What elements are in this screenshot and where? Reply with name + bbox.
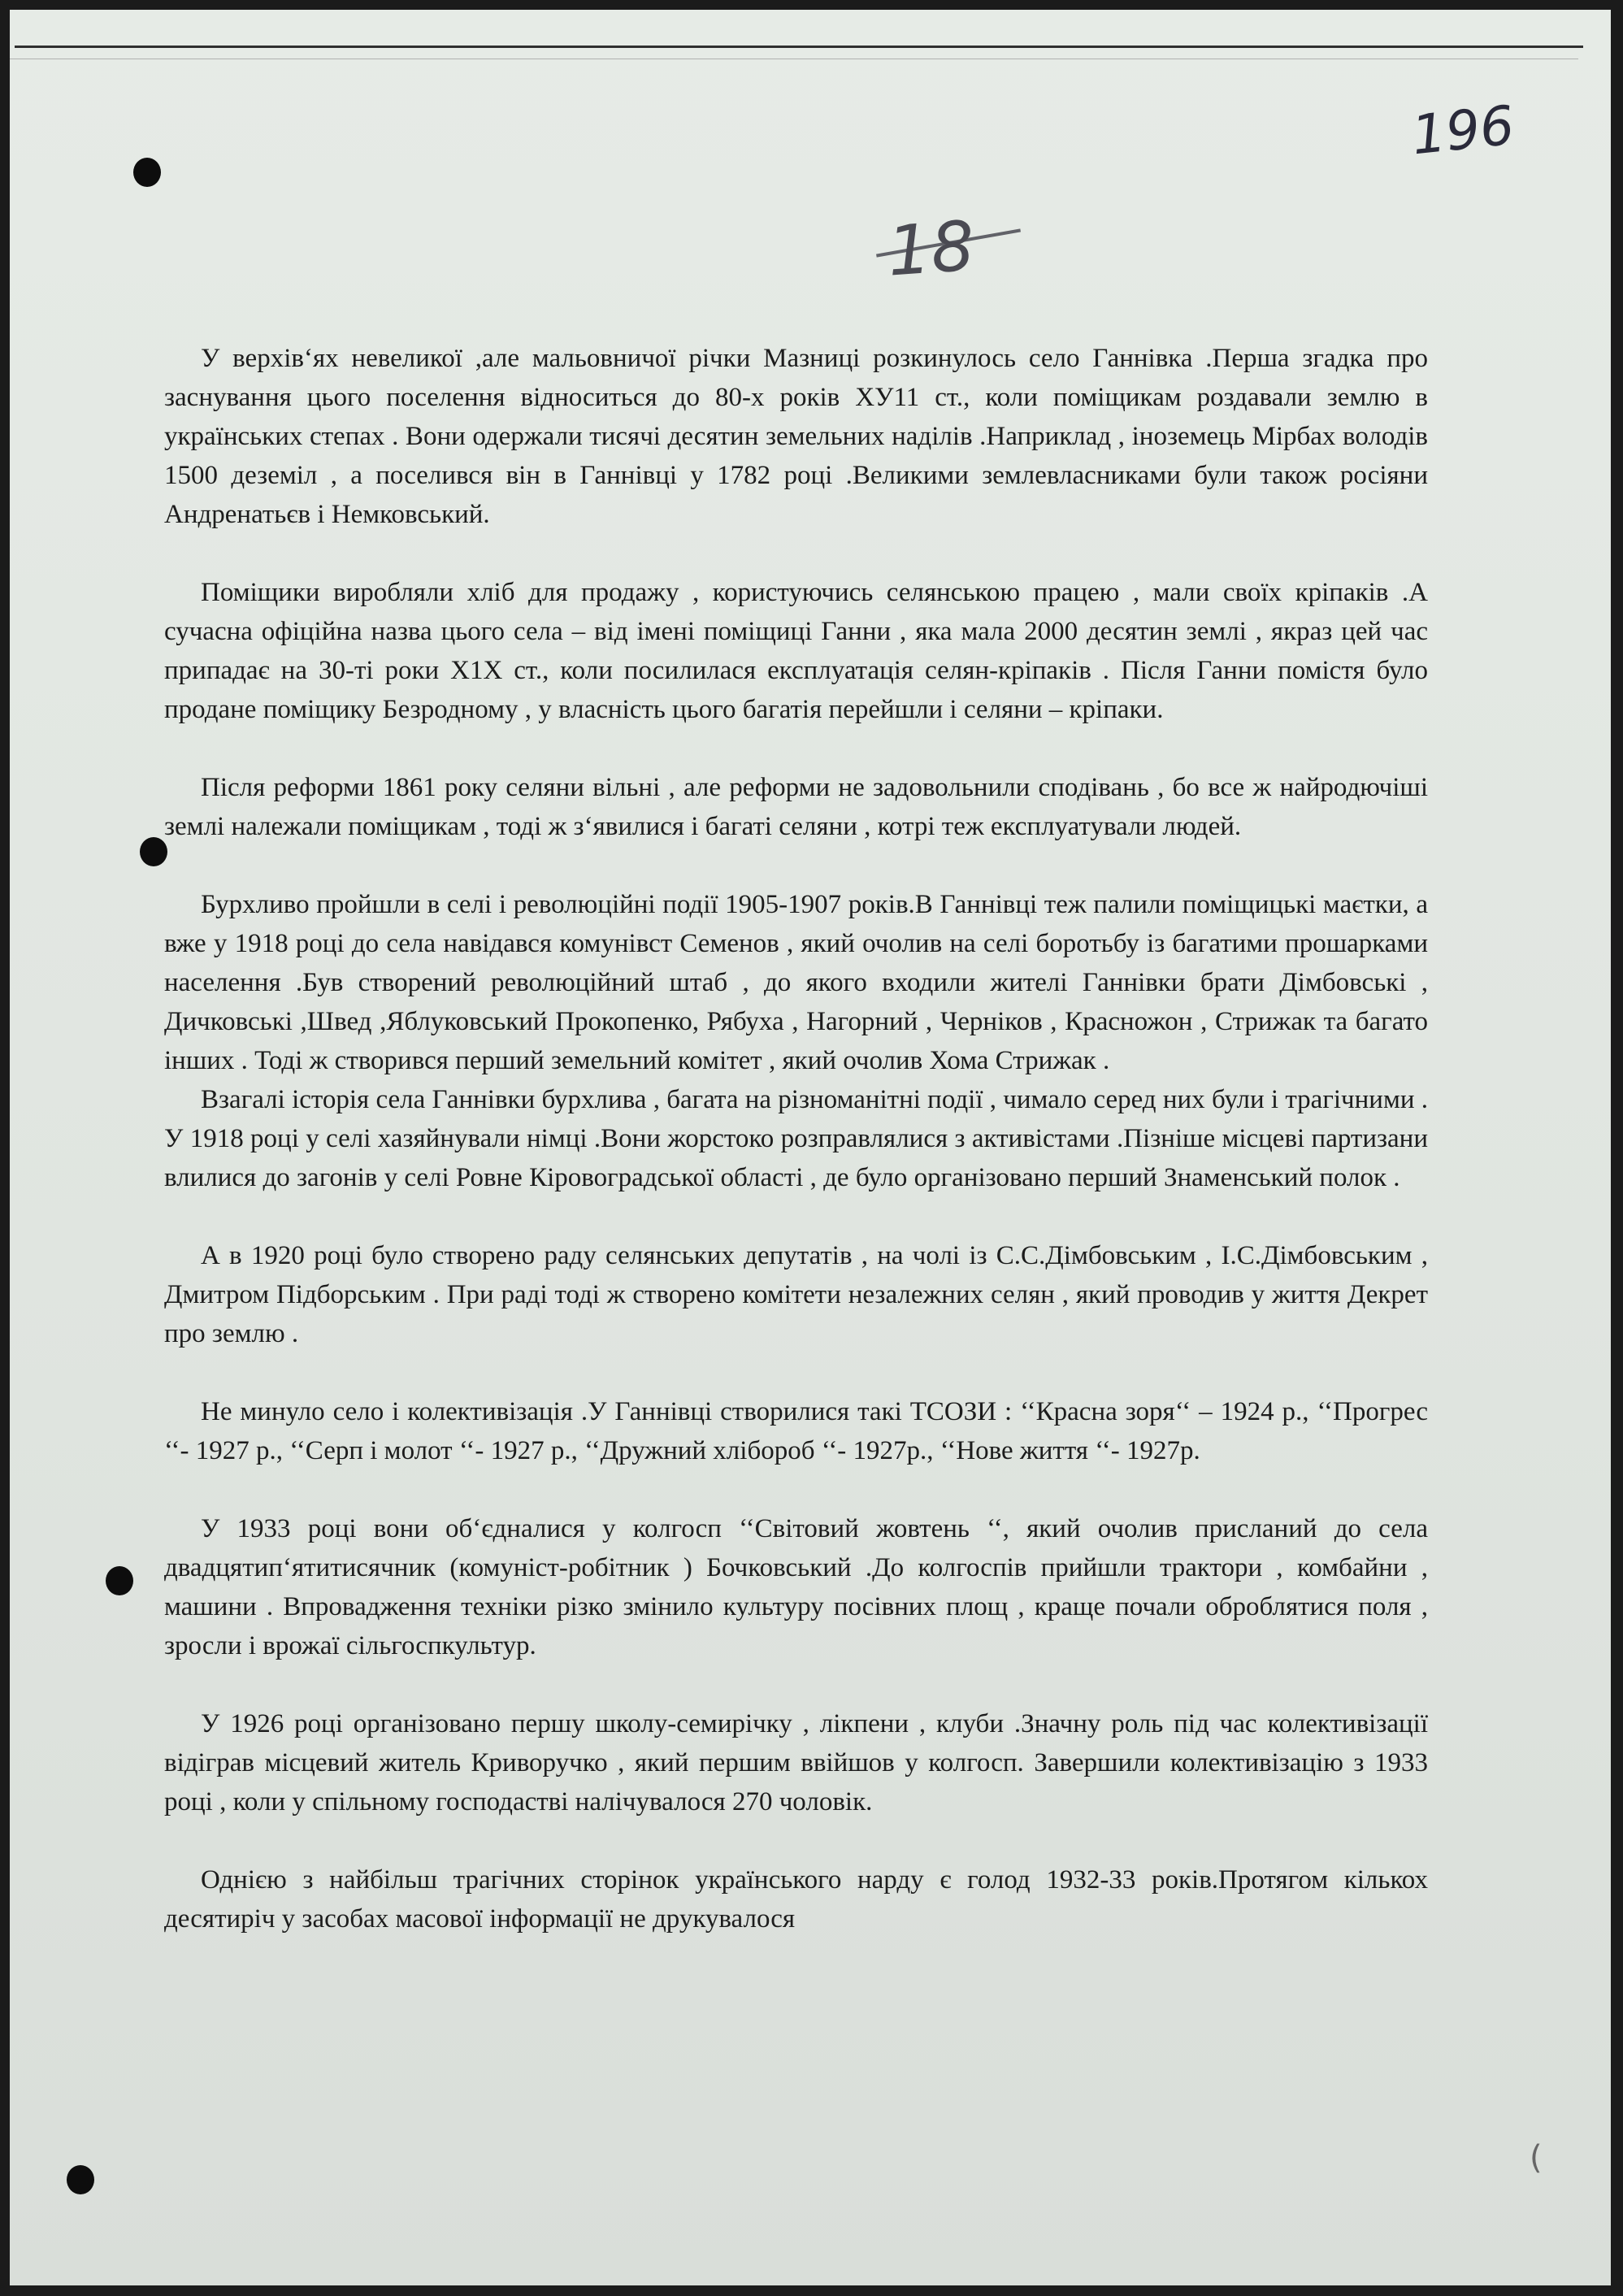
paragraph-10: Однією з найбільш трагічних сторінок українського нарду є голод 1932-33 років.Протягом кількох десятиріч у засобах масової інформації не друкувалося — [164, 1865, 1428, 1934]
paragraph-9: У 1926 році організовано першу школу-семирічку , лікпени , клуби .Значну роль під час колективізації відіграв місцевий житель Криворучко , який першим ввійшов у колгосп. Завершили колективізацію з 1933 році , коли у спільному господастві налічувалося 270 чоловік. — [164, 1709, 1428, 1816]
paragraph-3: Після реформи 1861 року селяни вільні , але реформи не задовольнили сподівань , бо все ж найродючіші землі належали поміщикам , тоді ж з‘явилися і багаті селяни , котрі теж експлуатували людей. — [164, 773, 1428, 841]
punch-hole-upper-mid — [140, 837, 167, 866]
paragraph-5: Взагалі історія села Ганнівки бурхлива , багата на різноманітні події , чимало серед них були і трагічними . У 1918 році у селі хазяйнували німці .Вони жорстоко розправлялися з активістами .Пізніше місцеві партизани влилися до загонів у селі Ровне Кіровоградської області , де було організовано перший Знаменський полок . — [164, 1085, 1428, 1192]
top-rule — [15, 46, 1583, 48]
document-page — [10, 10, 1611, 2285]
paragraph-6: А в 1920 році було створено раду селянських депутатів , на чолі із С.С.Дімбовським , І.С.Дімбовським , Дмитром Підборським . При раді тоді ж створено комітети незалежних селян , який проводив у життя Декрет про землю . — [164, 1241, 1428, 1348]
punch-hole-lower-mid — [106, 1566, 133, 1595]
handwritten-page-number: 18 — [884, 206, 978, 292]
paragraph-4: Бурхливо пройшли в селі і революційні події 1905-1907 років.В Ганнівці теж палили поміщицькі маєтки, а вже у 1918 році до села навідався комунівст Семенов , який очолив на селі боротьбу із багатими прошарками населення .Був створений революційний штаб , до якого входили жителі Ганнівки брати Дімбовські , Дичковські ,Швед ,Яблуковський Прокопенко, Рябуха , Нагорний , Черніков , Красножон , Стрижак та багато інших . Тоді ж створився перший земельний комітет , який очолив Хома Стрижак . — [164, 890, 1428, 1075]
document-body — [164, 339, 1428, 1938]
paragraph-8: У 1933 році вони об‘єдналися у колгосп ‘‘Світовий жовтень ‘‘, який очолив присланий до села двадцятип‘ятитисячник (комуніст-робітник ) Бочковський .До колгоспів прийшли трактори , комбайни , машини . Впровадження техніки різко змінило культуру посівних площ , краще почали оброблятися поля , зросли і врожаї сільгоспкультур. — [164, 1514, 1428, 1660]
paragraph-1: У верхів‘ях невеликої ,але мальовничої річки Мазниці розкинулось село Ганнівка .Перша згадка про заснування цього поселення відноситься до 80-х років ХУ11 ст., коли поміщикам роздавали землю в українських степах . Вони одержали тисячі десятин земельних наділів .Наприклад , іноземець Мірбах володів 1500 деземіл , а поселився він в Ганнівці у 1782 році .Великими землевласниками були також росіяни Андренатьєв і Немковський. — [164, 344, 1428, 529]
punch-hole-bottom — [67, 2165, 94, 2194]
punch-hole-top — [133, 158, 161, 187]
paragraph-7: Не минуло село і колективізація .У Ганнівці створилися такі ТСОЗИ : ‘‘Красна зоря‘‘ – 1924 р., ‘‘Прогрес ‘‘- 1927 р., ‘‘Серп і молот ‘‘- 1927 р., ‘‘Дружний хлібороб ‘‘- 1927р., ‘‘Нове життя ‘‘- 1927р. — [164, 1397, 1428, 1465]
margin-mark: ( — [1530, 2139, 1543, 2177]
paragraph-2: Поміщики виробляли хліб для продажу , користуючись селянською працею , мали своїх кріпаків .А сучасна офіційна назва цього села – від імені поміщиці Ганни , яка мала 2000 десятин землі , якраз цей час припадає на 30-ті роки Х1Х ст., коли посилилася експлуатація селян-кріпаків . Після Ганни помістя було продане поміщику Безродному , у власність цього багатія перейшли і селяни – кріпаки. — [164, 578, 1428, 724]
archive-page-number: 196 — [1408, 93, 1517, 167]
